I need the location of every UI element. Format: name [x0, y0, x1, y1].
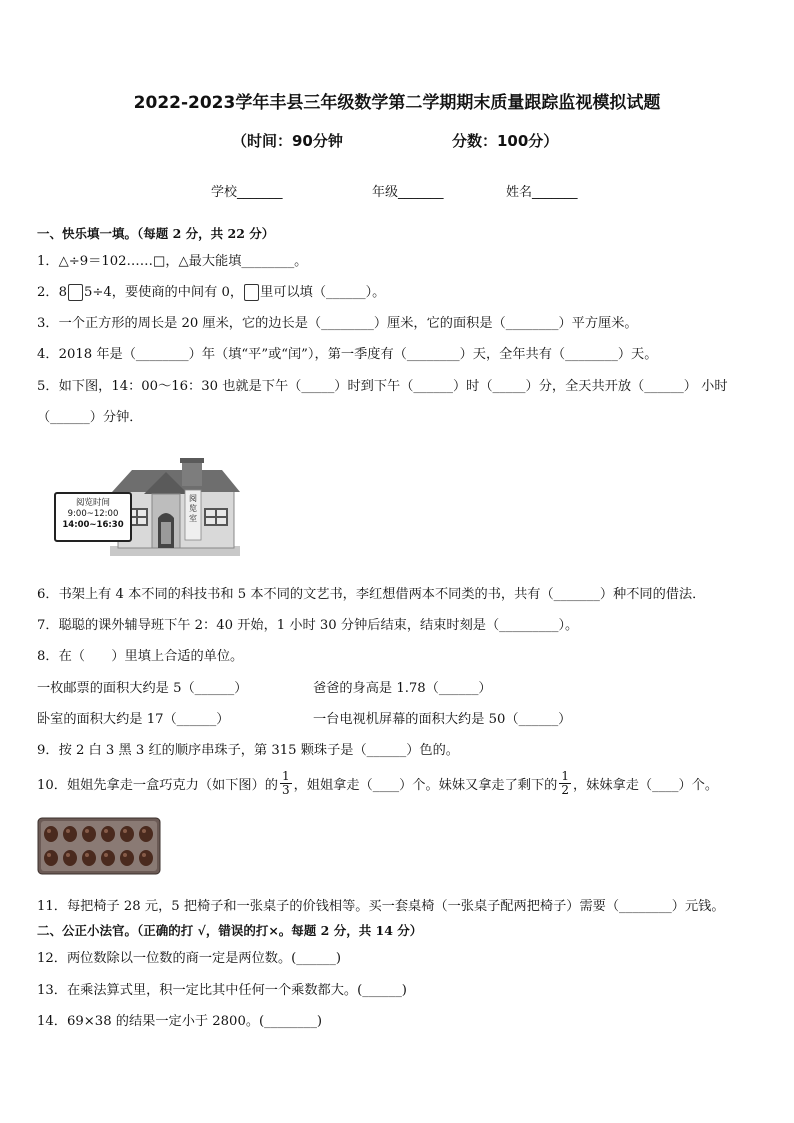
question-13: 13．在乘法算式里，积一定比其中任何一个乘数都大。(______): [37, 983, 407, 998]
school-field: 学校_______: [211, 185, 283, 200]
question-3: 3．一个正方形的周长是 20 厘米，它的边长是（________）厘米，它的面积是（________）平方厘米。: [37, 316, 638, 331]
question-2-part-a: 2．8: [37, 285, 67, 300]
opening-hours-sign: [54, 492, 132, 542]
question-10-part-b: ，姐姐拿走（____）个。妹妹又拿走了剩下的: [293, 777, 558, 793]
question-8-item-c: 卧室的面积大约是 17（______）: [37, 712, 230, 727]
question-10-part-c: ，妹妹拿走（____）个。: [573, 777, 719, 793]
question-8-item-b: 爸爸的身高是 1.78（______）: [313, 681, 492, 696]
question-4: 4．2018 年是（________）年（填“平”或“闰”），第一季度有（________）天，全年共有（________）天。: [37, 347, 658, 362]
question-9: 9．按 2 白 3 黑 3 红的顺序串珠子，第 315 颗珠子是（______）色的。: [37, 743, 459, 758]
question-11: 11．每把椅子 28 元，5 把椅子和一张桌子的价钱相等。买一套桌椅（一张桌子配两把椅子）需要（________）元钱。: [37, 899, 725, 914]
exam-time: （时间：90分钟: [232, 132, 343, 150]
sign-afternoon-hours: 14:00~16:30: [62, 520, 124, 530]
library-illustration: [54, 458, 240, 558]
question-2-part-b: 5÷4，要使商的中间有 0，: [83, 285, 244, 300]
fraction-one-third: $\frac{1}{3}$: [281, 768, 290, 797]
sign-morning-hours: 9:00~12:00: [67, 509, 119, 519]
question-10: [37, 766, 718, 800]
question-2-part-c: 里可以填（______）。: [260, 285, 386, 300]
question-2: [37, 281, 385, 301]
exam-score: 分数：100分）: [452, 132, 559, 150]
question-5-line1: 5．如下图，14：00～16：30 也就是下午（_____）时到下午（______）时（_____）分，全天共开放（______） 小时: [37, 379, 728, 394]
blank-box: [244, 284, 259, 301]
question-12: 12．两位数除以一位数的商一定是两位数。(______): [37, 951, 342, 966]
section2-heading: 二、公正小法官。（正确的打 √，错误的打×。每题 2 分，共 14 分）: [37, 923, 423, 938]
blank-box: [68, 284, 83, 301]
question-10-part-a: 10．姐姐先拿走一盒巧克力（如下图）的: [37, 777, 278, 793]
grade-field: 年级_______: [372, 185, 444, 200]
chocolate-box-icon: [37, 817, 161, 875]
question-7: 7．聪聪的课外辅导班下午 2：40 开始，1 小时 30 分钟后结束，结束时刻是（_________）。: [37, 618, 579, 633]
question-8-item-a: 一枚邮票的面积大约是 5（______）: [37, 681, 248, 696]
question-14: 14．69×38 的结果一定小于 2800。(________): [37, 1014, 323, 1029]
name-field: 姓名_______: [506, 185, 578, 200]
page-title: 2022-2023学年丰县三年级数学第二学期期末质量跟踪监视模拟试题: [133, 93, 661, 113]
fraction-one-half: $\frac{1}{2}$: [561, 768, 569, 797]
section1-heading: 一、快乐填一填。（每题 2 分，共 22 分）: [37, 226, 275, 241]
question-1: 1．△÷9＝102……□，△最大能填________。: [37, 254, 308, 269]
library-sign-label: 阅览室: [189, 494, 197, 523]
chocolate-box-image: [37, 817, 161, 875]
question-6: 6．书架上有 4 本不同的科技书和 5 本不同的文艺书，李红想借两本不同类的书，共有（_______）种不同的借法．: [37, 587, 706, 602]
question-8: 8．在（ ）里填上合适的单位。: [37, 649, 244, 664]
question-5-line2: （______）分钟．: [37, 410, 143, 425]
sign-title: 阅览时间: [75, 498, 110, 508]
question-8-item-d: 一台电视机屏幕的面积大约是 50（______）: [313, 712, 572, 727]
